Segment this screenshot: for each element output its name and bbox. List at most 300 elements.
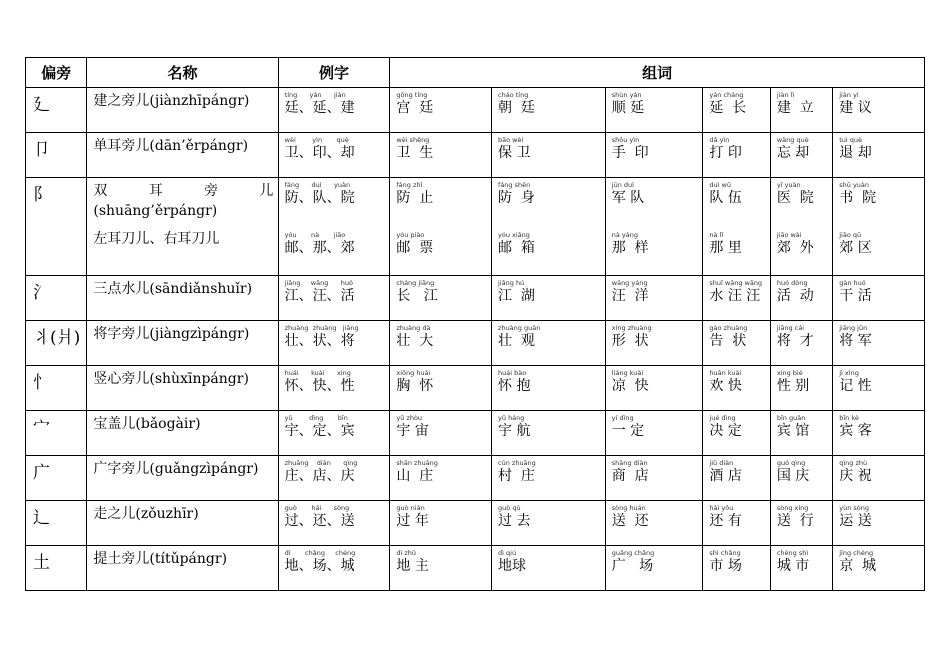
word-cell — [703, 411, 770, 456]
pinyin-text: zhuàng guān — [498, 324, 541, 332]
hanzi-text: 广 场 — [611, 558, 654, 574]
example-cell — [278, 276, 390, 321]
word-cell — [492, 88, 606, 133]
hanzi-text: 将 才 — [776, 333, 814, 349]
pinyin-text: yóu piào — [396, 231, 425, 239]
name-text: 三点水儿(sāndiǎnshuǐr) — [93, 281, 253, 297]
pinyin-text: liáng kuài — [611, 369, 644, 377]
table-row — [26, 133, 925, 178]
word-cell — [605, 88, 703, 133]
example-chars — [285, 91, 386, 117]
pinyin-text: jiāng hú — [498, 279, 525, 287]
word-cell — [492, 321, 606, 366]
hanzi-text: 书 院 — [839, 190, 877, 206]
hanzi-text: 过、还、送 — [284, 513, 355, 529]
word-pair-2 — [777, 231, 830, 257]
name-cell — [87, 276, 278, 321]
pinyin-text: dǎ yìn — [709, 136, 730, 144]
pinyin-text: wèi shēng — [396, 136, 430, 144]
word-pair — [777, 181, 830, 207]
word-pair — [612, 279, 701, 305]
word-cell — [605, 546, 703, 591]
word-pair — [498, 459, 603, 485]
word-cell — [703, 178, 770, 276]
hanzi-text: 防 止 — [396, 190, 434, 206]
hanzi-text: 胸 怀 — [396, 378, 434, 394]
hanzi-text: 告 状 — [709, 333, 747, 349]
pinyin-text: sòng huán — [611, 504, 646, 512]
pinyin-text: sòng xíng — [776, 504, 809, 512]
pinyin-text: shùn yán — [611, 91, 642, 99]
pinyin-text: shū yuàn — [839, 181, 870, 189]
word-cell — [605, 411, 703, 456]
word-pair — [396, 459, 489, 485]
hanzi-text: 军 队 — [611, 190, 645, 206]
pinyin-text: qìng zhù — [839, 459, 868, 467]
table-row — [26, 321, 925, 366]
pinyin-text: gàn huó — [839, 279, 866, 287]
table-row — [26, 456, 925, 501]
word-pair — [498, 414, 603, 440]
example-cell — [278, 411, 390, 456]
example-chars — [285, 369, 386, 395]
word-pair — [498, 181, 603, 207]
word-pair-2 — [396, 231, 489, 257]
word-pair — [839, 324, 922, 350]
table-row — [26, 88, 925, 133]
hanzi-text: 防 身 — [498, 190, 535, 206]
hanzi-text: 打 印 — [709, 145, 742, 161]
pinyin-text: jì xìng — [839, 369, 859, 377]
word-cell — [390, 501, 492, 546]
word-cell — [833, 321, 925, 366]
word-cell — [703, 366, 770, 411]
header-row — [26, 58, 925, 88]
word-pair — [777, 549, 830, 575]
hanzi-text: 建 议 — [839, 100, 872, 116]
word-cell — [770, 456, 832, 501]
example-cell — [278, 88, 390, 133]
word-pair — [612, 369, 701, 395]
word-cell — [833, 411, 925, 456]
radical-cell: 阝 — [26, 178, 87, 276]
pinyin-text: jiàn lì — [776, 91, 795, 99]
hanzi-text: 一 定 — [611, 423, 645, 439]
pinyin-text: yùn sòng — [839, 504, 870, 512]
table-body — [26, 88, 925, 591]
hanzi-text: 怀 抱 — [498, 378, 531, 394]
hanzi-text: 忘 却 — [776, 145, 810, 161]
hanzi-text: 郊 区 — [839, 240, 872, 256]
pinyin-text: zhuàng zhuàng jiāng — [284, 324, 359, 332]
word-pair-2 — [709, 231, 767, 257]
pinyin-text: dì qiú — [498, 549, 517, 557]
hanzi-text: 医 院 — [776, 190, 814, 206]
pinyin-text: shān zhuāng — [396, 459, 438, 467]
word-cell — [605, 366, 703, 411]
radical-cell: 廴 — [26, 88, 87, 133]
word-pair — [612, 459, 701, 485]
hanzi-text: 过 去 — [498, 513, 531, 529]
word-pair — [839, 369, 922, 395]
hanzi-text: 延 长 — [709, 100, 747, 116]
word-cell — [833, 366, 925, 411]
word-pair — [396, 504, 489, 530]
hanzi-text: 江、汪、活 — [284, 288, 355, 304]
pinyin-text: jué dìng — [709, 414, 736, 422]
word-cell — [770, 411, 832, 456]
hanzi-text: 过 年 — [396, 513, 429, 529]
hanzi-text: 那 样 — [611, 240, 649, 256]
pinyin-text: hái yǒu — [709, 504, 734, 512]
pinyin-text: nà lǐ — [709, 231, 724, 239]
example-cell — [278, 546, 390, 591]
word-cell — [833, 501, 925, 546]
word-pair — [498, 549, 603, 575]
spaced-name — [93, 181, 273, 201]
word-cell — [833, 456, 925, 501]
word-cell — [703, 456, 770, 501]
header-words: 组词 — [390, 58, 925, 88]
hanzi-text: 那 里 — [709, 240, 742, 256]
word-cell — [390, 411, 492, 456]
word-cell — [492, 456, 606, 501]
word-pair — [709, 324, 767, 350]
name-text: 单耳旁儿(dān’ěrpángr) — [93, 138, 249, 154]
example-chars — [285, 181, 386, 207]
pinyin-text: bīn guǎn — [776, 414, 806, 422]
name-cell — [87, 366, 278, 411]
header-example: 例字 — [278, 58, 390, 88]
word-pair — [777, 136, 830, 162]
word-pair — [396, 549, 489, 575]
pinyin-text: shì chǎng — [709, 549, 741, 557]
pinyin-text: jiāng jūn — [839, 324, 868, 332]
word-pair — [612, 181, 701, 207]
word-cell — [703, 88, 770, 133]
word-cell — [770, 133, 832, 178]
word-pair — [396, 279, 489, 305]
pinyin-text: wèi yìn què — [284, 136, 349, 144]
pinyin-text: zhuāng diàn qìng — [284, 459, 358, 467]
word-pair — [498, 504, 603, 530]
hanzi-text: 欢 快 — [709, 378, 742, 394]
pinyin-text: xìng bié — [776, 369, 803, 377]
hanzi-text: 酒 店 — [709, 468, 742, 484]
hanzi-text: 防、队、院 — [284, 190, 355, 206]
pinyin-text: yóu nà jiāo — [284, 231, 346, 239]
hanzi-text: 山 庄 — [396, 468, 434, 484]
word-pair — [396, 324, 489, 350]
pinyin-text: yóu xiāng — [498, 231, 530, 239]
pinyin-text: jiǔ diàn — [709, 459, 734, 467]
word-pair — [498, 279, 603, 305]
example-cell — [278, 366, 390, 411]
word-pair — [777, 324, 830, 350]
name-text: 走之儿(zǒuzhīr) — [93, 506, 199, 522]
word-pair — [709, 136, 767, 162]
hanzi-text: 地、场、城 — [284, 558, 355, 574]
name-cell — [87, 133, 278, 178]
hanzi-text: 凉 快 — [611, 378, 649, 394]
pinyin-text: jiāng cái — [776, 324, 805, 332]
hanzi-text: 地 主 — [396, 558, 429, 574]
example-chars — [285, 459, 386, 485]
table-row — [26, 276, 925, 321]
example-chars — [285, 549, 386, 575]
word-pair — [839, 414, 922, 440]
word-cell — [390, 276, 492, 321]
word-cell — [390, 546, 492, 591]
table-row — [26, 411, 925, 456]
pinyin-text: shuǐ wāng wāng — [709, 279, 763, 287]
word-pair — [396, 181, 489, 207]
name-cell — [87, 456, 278, 501]
word-cell — [492, 133, 606, 178]
name-text: 竖心旁儿(shùxīnpángr) — [93, 371, 249, 387]
hanzi-text: 保 卫 — [498, 145, 531, 161]
hanzi-text: 送 还 — [611, 513, 649, 529]
hanzi-text: 庆 祝 — [839, 468, 872, 484]
word-cell — [770, 546, 832, 591]
word-pair — [777, 414, 830, 440]
word-cell — [605, 456, 703, 501]
hanzi-text: 怀、快、性 — [284, 378, 355, 394]
example-cell — [278, 456, 390, 501]
example-chars — [285, 136, 386, 162]
pinyin-text: yǔ háng — [498, 414, 525, 422]
pinyin-text: jiāo qū — [839, 231, 862, 239]
name-text: 广字旁儿(guǎngzìpángr) — [93, 461, 259, 477]
hanzi-text: 京 城 — [839, 558, 877, 574]
name-part: 耳 — [148, 183, 163, 199]
word-pair — [777, 369, 830, 395]
word-cell — [770, 501, 832, 546]
radical-cell: 广 — [26, 456, 87, 501]
word-pair — [396, 91, 489, 117]
hanzi-text: 村 庄 — [498, 468, 535, 484]
example-chars — [285, 414, 386, 440]
hanzi-text: 地球 — [498, 558, 527, 574]
hanzi-text: 宇、定、宾 — [284, 423, 355, 439]
pinyin-text: jiāng wāng huó — [284, 279, 353, 287]
word-cell — [703, 321, 770, 366]
name-pinyin: (shuāng’ěrpángr) — [93, 203, 218, 219]
hanzi-text: 队 伍 — [709, 190, 742, 206]
name-cell — [87, 178, 278, 276]
example-chars — [285, 279, 386, 305]
hanzi-text: 建 立 — [776, 100, 814, 116]
hanzi-text: 宇 航 — [498, 423, 531, 439]
word-cell — [703, 501, 770, 546]
hanzi-text: 卫 生 — [396, 145, 434, 161]
word-pair — [777, 91, 830, 117]
radicals-table — [25, 57, 925, 591]
name-text: 宝盖儿(bǎogàir) — [93, 416, 201, 432]
hanzi-text: 庄、店、庆 — [284, 468, 355, 484]
word-cell — [390, 321, 492, 366]
pinyin-text: yí dìng — [611, 414, 634, 422]
pinyin-text: xíng zhuàng — [611, 324, 652, 332]
pinyin-text: wāng yáng — [611, 279, 648, 287]
pinyin-text: fáng shēn — [498, 181, 531, 189]
pinyin-text: xiōng huái — [396, 369, 431, 377]
pinyin-text: tíng yán jiàn — [284, 91, 346, 99]
word-pair — [612, 136, 701, 162]
word-cell — [605, 133, 703, 178]
hanzi-text: 江 湖 — [498, 288, 535, 304]
hanzi-text: 廷、延、建 — [284, 100, 355, 116]
hanzi-text: 决 定 — [709, 423, 742, 439]
table-row — [26, 501, 925, 546]
pinyin-text: guò nián — [396, 504, 425, 512]
word-cell — [770, 366, 832, 411]
word-pair — [777, 504, 830, 530]
word-pair — [839, 459, 922, 485]
example-cell — [278, 321, 390, 366]
radical-cell: 辶 — [26, 501, 87, 546]
pinyin-text: chéng shì — [776, 549, 809, 557]
pinyin-text: dì chǎng chéng — [284, 549, 356, 557]
pinyin-text: bǎo wèi — [498, 136, 524, 144]
pinyin-text: yǔ dìng bīn — [284, 414, 348, 422]
hanzi-text: 宇 宙 — [396, 423, 429, 439]
radical-cell: 卩 — [26, 133, 87, 178]
word-pair — [709, 369, 767, 395]
pinyin-text: yī yuàn — [776, 181, 801, 189]
hanzi-text: 性 别 — [776, 378, 810, 394]
pinyin-text: gào zhuàng — [709, 324, 748, 332]
word-cell — [770, 178, 832, 276]
name-alias: 左耳刀儿、右耳刀儿 — [93, 231, 220, 247]
hanzi-text: 活 动 — [776, 288, 814, 304]
word-cell — [492, 411, 606, 456]
hanzi-text: 宾 客 — [839, 423, 872, 439]
word-pair — [709, 459, 767, 485]
name-text: 提土旁儿(títǔpángr) — [93, 551, 228, 567]
word-pair — [612, 549, 701, 575]
word-pair-2 — [839, 231, 922, 257]
name-part: 儿 — [259, 183, 274, 199]
word-cell — [770, 321, 832, 366]
hanzi-text: 邮 票 — [396, 240, 434, 256]
pinyin-text: wàng què — [776, 136, 809, 144]
table-row — [26, 366, 925, 411]
word-pair — [396, 414, 489, 440]
word-pair-2 — [498, 231, 603, 257]
table-row — [26, 546, 925, 591]
radical-cell: 土 — [26, 546, 87, 591]
example-cell — [278, 178, 390, 276]
pinyin-text: huó dòng — [776, 279, 808, 287]
pinyin-text: nà yàng — [611, 231, 639, 239]
hanzi-text: 市 场 — [709, 558, 742, 574]
word-pair — [839, 91, 922, 117]
radical-cell: 忄 — [26, 366, 87, 411]
word-pair — [709, 414, 767, 440]
hanzi-text: 形 状 — [611, 333, 649, 349]
pinyin-text: gōng tíng — [396, 91, 428, 99]
hanzi-text: 城 市 — [776, 558, 810, 574]
word-cell — [492, 546, 606, 591]
pinyin-text: huān kuài — [709, 369, 742, 377]
radical-cell: 丬(爿) — [26, 321, 87, 366]
pinyin-text: guò qù — [498, 504, 521, 512]
header-name: 名称 — [87, 58, 278, 88]
pinyin-text: cháo tíng — [498, 91, 529, 99]
word-cell — [605, 276, 703, 321]
pinyin-text: dì zhǔ — [396, 549, 417, 557]
word-cell — [770, 88, 832, 133]
example-cell — [278, 501, 390, 546]
pinyin-text: cūn zhuāng — [498, 459, 536, 467]
pinyin-text: tuì què — [839, 136, 863, 144]
word-pair — [498, 91, 603, 117]
word-cell — [492, 366, 606, 411]
hanzi-text: 干 活 — [839, 288, 872, 304]
word-pair — [839, 549, 922, 575]
pinyin-text: jūn duì — [611, 181, 634, 189]
word-pair — [612, 414, 701, 440]
hanzi-text: 送 行 — [776, 513, 814, 529]
word-cell — [492, 178, 606, 276]
hanzi-text: 郊 外 — [776, 240, 814, 256]
hanzi-text: 退 却 — [839, 145, 872, 161]
word-pair — [709, 91, 767, 117]
pinyin-text: huái kuài xìng — [284, 369, 351, 377]
word-cell — [390, 88, 492, 133]
name-text: 建之旁儿(jiànzhīpángr) — [93, 93, 250, 109]
example-chars — [285, 504, 386, 530]
word-pair — [709, 504, 767, 530]
pinyin-text: huái bào — [498, 369, 527, 377]
hanzi-text: 朝 廷 — [498, 100, 535, 116]
word-cell — [833, 88, 925, 133]
pinyin-text: yǔ zhòu — [396, 414, 423, 422]
word-pair-2 — [612, 231, 701, 257]
word-cell — [492, 501, 606, 546]
word-pair — [839, 136, 922, 162]
pinyin-text: guǎng chǎng — [611, 549, 655, 557]
radical-cell: 氵 — [26, 276, 87, 321]
example-chars — [285, 324, 386, 350]
pinyin-text: cháng jiāng — [396, 279, 435, 287]
pinyin-text: yán cháng — [709, 91, 744, 99]
hanzi-text: 宾 馆 — [776, 423, 810, 439]
hanzi-text: 壮 大 — [396, 333, 434, 349]
hanzi-text: 壮、状、将 — [284, 333, 355, 349]
word-cell — [703, 133, 770, 178]
name-cell — [87, 501, 278, 546]
name-cell — [87, 88, 278, 133]
word-pair — [839, 279, 922, 305]
word-cell — [605, 321, 703, 366]
word-pair — [498, 324, 603, 350]
hanzi-text: 手 印 — [611, 145, 649, 161]
word-pair — [498, 369, 603, 395]
word-pair — [498, 136, 603, 162]
word-pair — [777, 279, 830, 305]
word-cell — [833, 546, 925, 591]
word-pair — [612, 504, 701, 530]
hanzi-text: 长 江 — [396, 288, 438, 304]
word-pair — [612, 91, 701, 117]
word-pair — [709, 181, 767, 207]
hanzi-text: 卫、印、却 — [284, 145, 355, 161]
hanzi-text: 壮 观 — [498, 333, 535, 349]
word-pair — [709, 279, 767, 305]
hanzi-text: 水 汪 汪 — [709, 288, 761, 304]
